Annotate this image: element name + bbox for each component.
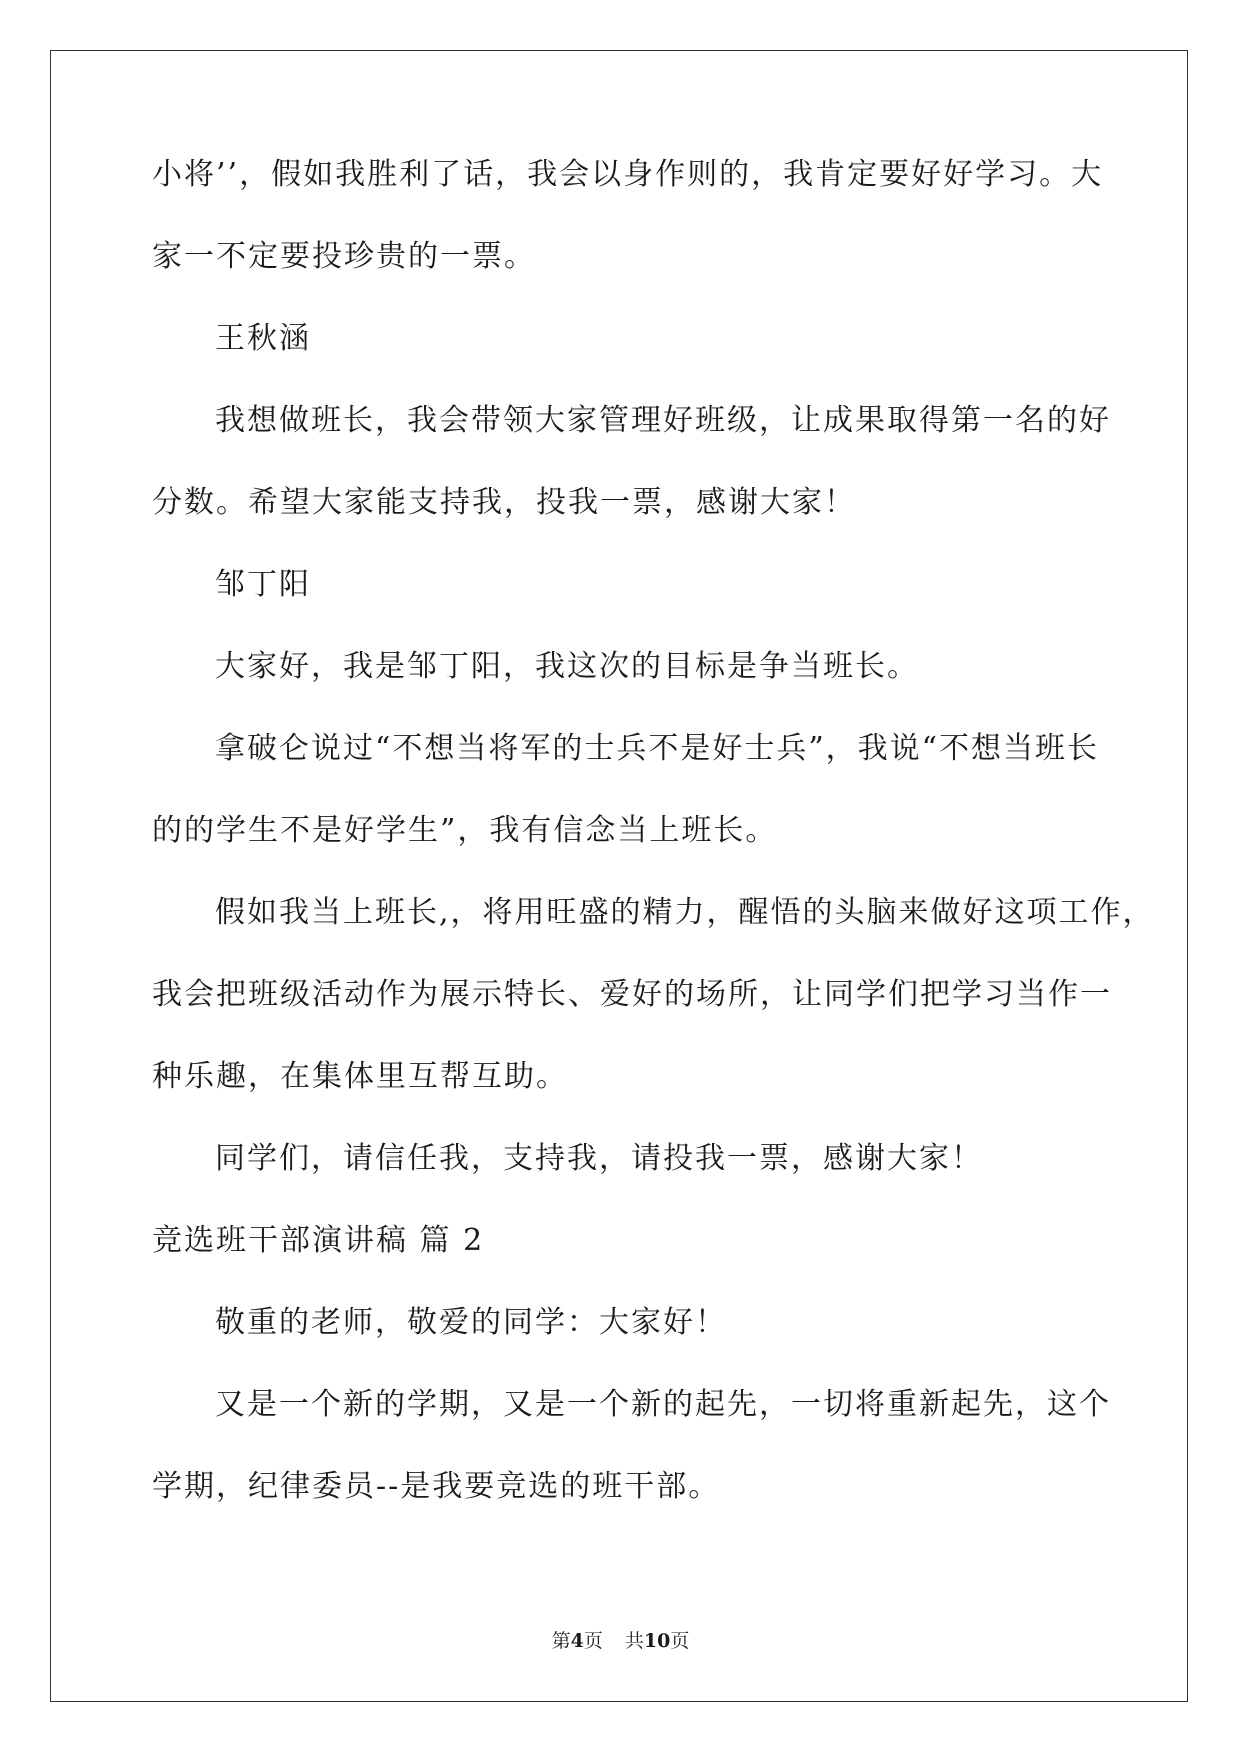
paragraph-line: 学期，纪律委员--是我要竞选的班干部。 (152, 1469, 721, 1504)
paragraph-line: 分数。希望大家能支持我，投我一票，感谢大家！ (152, 485, 856, 520)
paragraph-line: 假如我当上班长,，将用旺盛的精力，醒悟的头脑来做好这项工作， (215, 895, 1155, 930)
page-number: 4 (570, 1630, 584, 1652)
page-prefix: 第 (551, 1630, 571, 1652)
page-suffix: 页 (583, 1630, 603, 1652)
paragraph-line: 同学们，请信任我，支持我，请投我一票，感谢大家！ (215, 1141, 983, 1176)
section-heading: 竞选班干部演讲稿 篇 2 (152, 1223, 485, 1258)
paragraph-line: 的的学生不是好学生”，我有信念当上班长。 (152, 813, 778, 848)
paragraph-line: 我会把班级活动作为展示特长、爱好的场所，让同学们把学习当作一 (152, 977, 1112, 1012)
paragraph-line: 拿破仑说过“不想当将军的士兵不是好士兵”，我说“不想当班长 (215, 731, 1100, 766)
paragraph-line: 种乐趣，在集体里互帮互助。 (152, 1059, 568, 1094)
total-pages: 10 (643, 1630, 671, 1652)
speaker-name: 邹丁阳 (215, 567, 311, 602)
total-prefix: 共 (624, 1630, 644, 1652)
total-suffix: 页 (670, 1630, 690, 1652)
paragraph-line: 小将’’，假如我胜利了话，我会以身作则的，我肯定要好好学习。大 (152, 157, 1104, 192)
paragraph-line: 大家好，我是邹丁阳，我这次的目标是争当班长。 (215, 649, 919, 684)
speaker-name: 王秋涵 (215, 321, 311, 356)
paragraph-line: 又是一个新的学期，又是一个新的起先，一切将重新起先，这个 (215, 1387, 1111, 1422)
paragraph-line: 敬重的老师，敬爱的同学：大家好！ (215, 1305, 727, 1340)
paragraph-line: 家一不定要投珍贵的一票。 (152, 239, 536, 274)
paragraph-line: 我想做班长，我会带领大家管理好班级，让成果取得第一名的好 (215, 403, 1111, 438)
document-body (152, 157, 1155, 1554)
page-footer (0, 1626, 1241, 1653)
